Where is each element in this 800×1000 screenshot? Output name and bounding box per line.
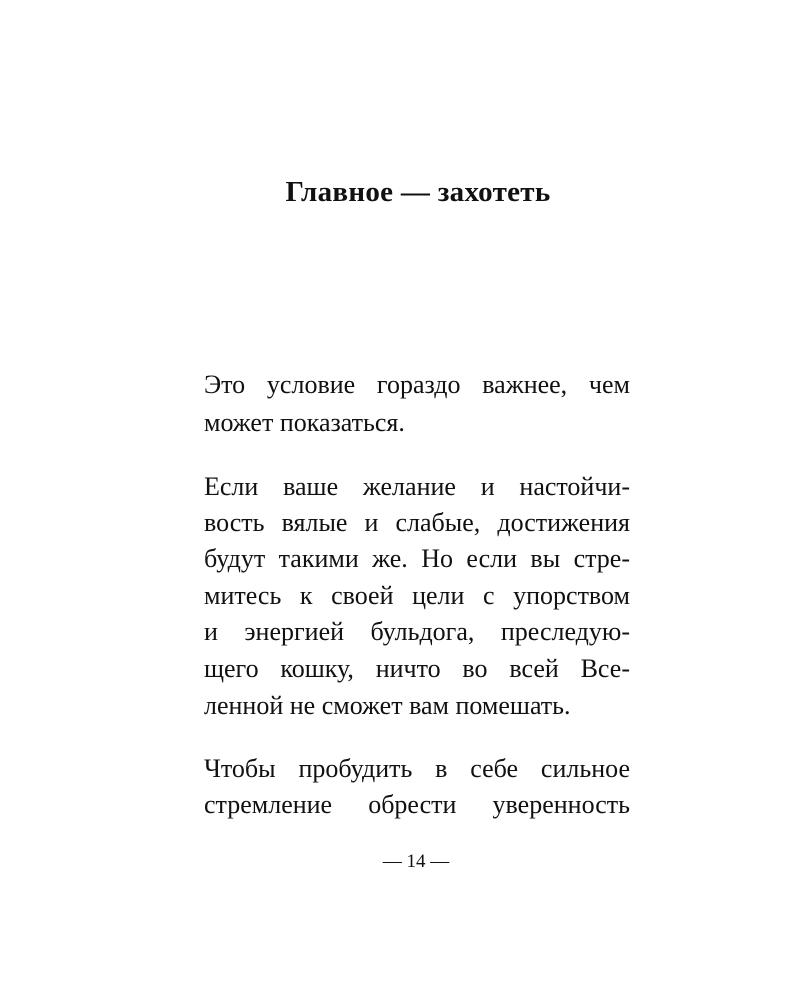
text-line: митесь к своей цели с упорством (204, 581, 630, 610)
text-line: щего кошку, ничто во всей Все- (204, 654, 630, 683)
text-line: может показаться. (204, 408, 405, 437)
text-line: и энергией бульдога, преследую- (204, 617, 630, 646)
text-line: ленной не сможет вам помешать. (204, 691, 571, 720)
text-line: стремление обрести уверенность (204, 790, 630, 819)
text-line: Чтобы пробудить в себе сильное (204, 754, 630, 783)
text-line: будут такими же. Но если вы стре- (204, 544, 630, 573)
chapter-title: Главное — захотеть (285, 176, 551, 208)
text-line: Если ваше желание и настойчи- (204, 472, 630, 501)
text-line: вость вялые и слабые, достижения (204, 508, 630, 537)
page-number: — 14 — (382, 851, 450, 872)
text-line: Это условие гораздо важнее, чем (204, 370, 630, 399)
